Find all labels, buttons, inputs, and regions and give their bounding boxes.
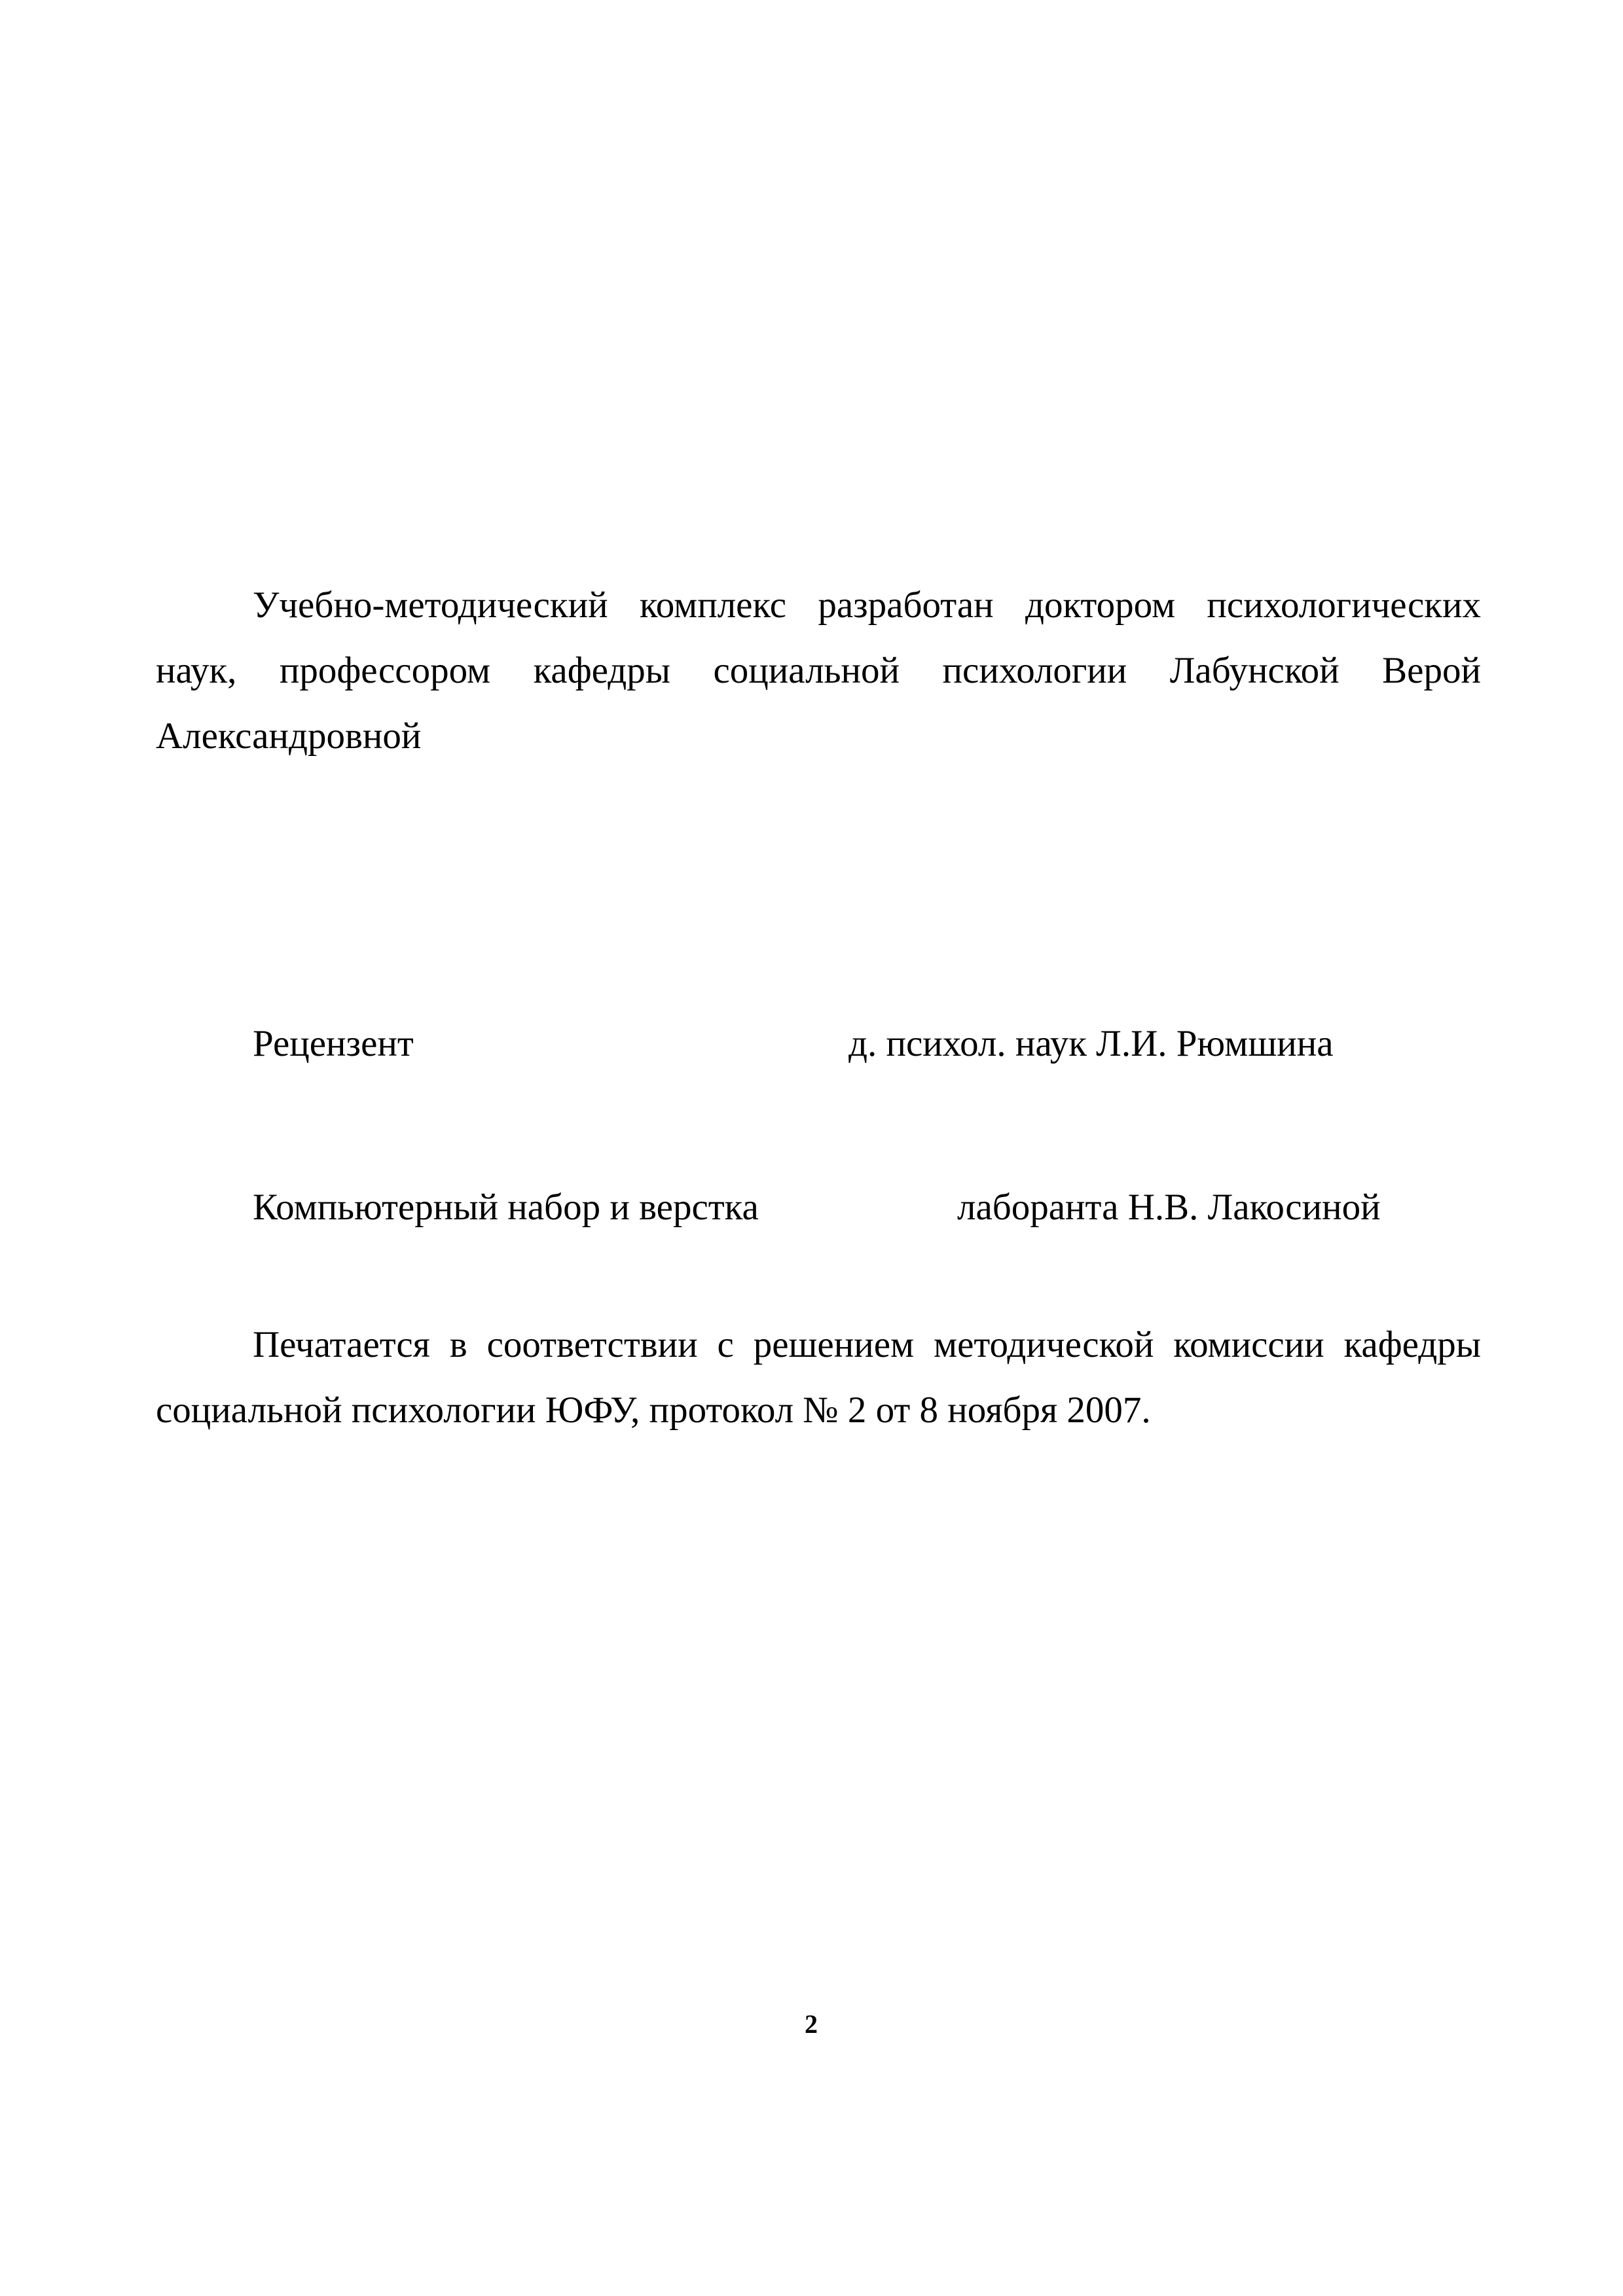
typesetting-value: лаборанта Н.В. Лакосиной bbox=[957, 1187, 1381, 1228]
page-number: 2 bbox=[805, 2009, 818, 2039]
print-approval-paragraph: Печатается в соответствии с решением методической комиссии кафедры социальной психологии ЮФУ, протокол № 2 от 8 ноября 2007. bbox=[156, 1324, 1481, 1431]
author-paragraph: Учебно-методический комплекс разработан доктором психологических наук, профессором кафедры социальной психологии Лабунской Верой Александровной bbox=[156, 584, 1481, 757]
typesetting-label: Компьютерный набор и верстка bbox=[253, 1187, 759, 1228]
reviewer-value: д. психол. наук Л.И. Рюмшина bbox=[848, 1023, 1334, 1064]
reviewer-label: Рецензент bbox=[253, 1023, 414, 1064]
